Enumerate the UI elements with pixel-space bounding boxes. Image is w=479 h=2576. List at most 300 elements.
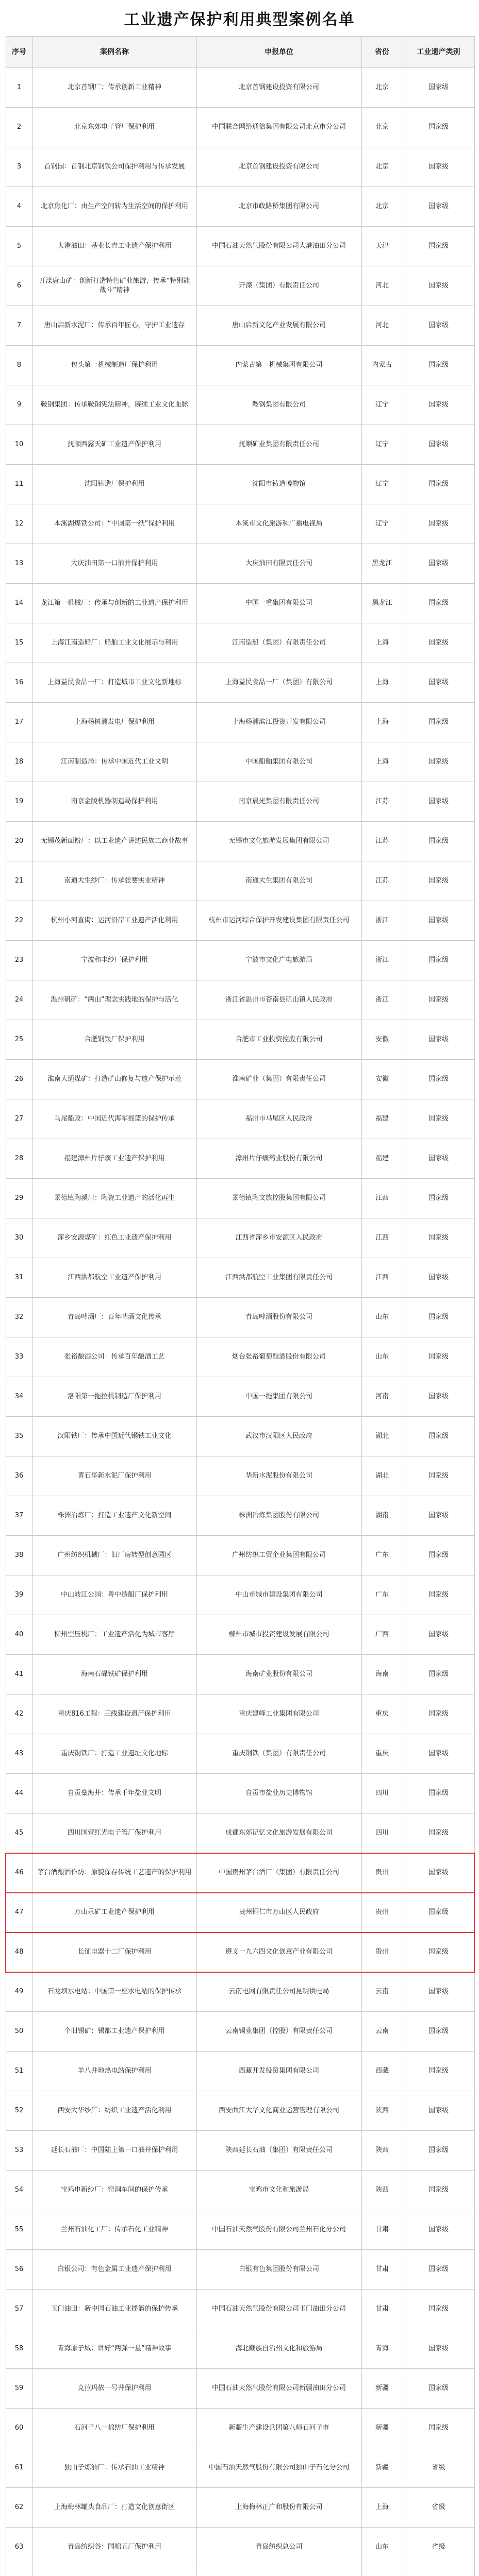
- table-row: [6, 2091, 474, 2131]
- cell-heritage-type: 国家级: [403, 584, 474, 623]
- cell-province: 江苏: [361, 782, 403, 822]
- cell-case-name: 江南制造局：传承中国近代工业文明: [32, 742, 196, 782]
- cell-unit: 贵州铜仁市万山区人民政府: [196, 1893, 361, 1933]
- cell-heritage-type: 国家级: [403, 2250, 474, 2290]
- cell-heritage-type: 国家级: [403, 1377, 474, 1417]
- table-row: [6, 147, 474, 187]
- cell-heritage-type: 国家级: [403, 2329, 474, 2369]
- cell-unit: 漳州片仔癀药业股份有限公司: [196, 1139, 361, 1179]
- cell-case-name: 黄石华新水泥厂保护利用: [32, 1456, 196, 1496]
- cell-province: 江西: [361, 1218, 403, 1258]
- table-row: [6, 782, 474, 822]
- cell-heritage-type: 国家级: [403, 1933, 474, 1972]
- cell-case-name: 株洲冶炼厂：打造工业遗产文化新空间: [32, 1496, 196, 1536]
- cell-province: 北京: [361, 68, 403, 108]
- cell-case-name: 长征电器十二厂保护利用: [32, 1933, 196, 1972]
- table-row: [6, 1972, 474, 2012]
- cell-index: 55: [6, 2210, 32, 2250]
- table-row: [6, 465, 474, 504]
- table-row: [6, 504, 474, 544]
- cell-case-name: 无锡茂新面粉厂：以工业遗产讲述民族工商业故事: [32, 822, 196, 861]
- cell-case-name: 克拉玛依一号井保护利用: [32, 2369, 196, 2409]
- cell-heritage-type: 国家级: [403, 425, 474, 465]
- cell-province: 新疆: [361, 2409, 403, 2448]
- table-row: [6, 2052, 474, 2091]
- cell-unit: 内蒙古第一机械集团有限公司: [196, 346, 361, 385]
- cell-province: 河南: [361, 1377, 403, 1417]
- table-row: [6, 742, 474, 782]
- cell-heritage-type: 国家级: [403, 1536, 474, 1575]
- cell-province: 黑龙江: [361, 544, 403, 584]
- cell-case-name: 上海杨树浦发电厂保护利用: [32, 703, 196, 742]
- cell-unit: 上海梅林正广和股份有限公司: [196, 2488, 361, 2528]
- cell-case-name: 海南石碌铁矿保护利用: [32, 1655, 196, 1694]
- cell-province: 山东: [361, 1298, 403, 1337]
- cell-case-name: 石龙坝水电站：中国第一座水电站的保护传承: [32, 1972, 196, 2012]
- cell-unit: 海南矿业股份有限公司: [196, 1655, 361, 1694]
- cell-heritage-type: 国家级: [403, 1456, 474, 1496]
- cell-unit: 开滦（集团）有限责任公司: [196, 266, 361, 306]
- cell-unit: 合肥市工业投资控股有限公司: [196, 1020, 361, 1060]
- cell-unit: 中国石油天然气股份有限公司兰州石化分公司: [196, 2210, 361, 2250]
- cell-province: 浙江: [361, 901, 403, 941]
- table-row: [6, 1060, 474, 1099]
- cell-case-name: 北京焦化厂：由生产空间转为生活空间的保护利用: [32, 187, 196, 227]
- cell-unit: 宝鸡市文化和旅游局: [196, 2171, 361, 2210]
- table-row: [6, 584, 474, 623]
- cell-index: 45: [6, 1814, 32, 1853]
- cell-case-name: 马尾船政：中国近代海军摇篮的保护传承: [32, 1099, 196, 1139]
- cell-province: 海南: [361, 1655, 403, 1694]
- table-row: [6, 2369, 474, 2409]
- table-row: [6, 1655, 474, 1694]
- table-row: [6, 2329, 474, 2369]
- cell-unit: 北京市政路桥集团有限公司: [196, 187, 361, 227]
- cell-case-name: 中山岐江公园：粤中造船厂保护利用: [32, 1575, 196, 1615]
- cell-unit: 无锡市文化旅游发展集团有限公司: [196, 822, 361, 861]
- cell-province: 北京: [361, 108, 403, 147]
- cell-province: 辽宁: [361, 465, 403, 504]
- cell-heritage-type: 国家级: [403, 306, 474, 346]
- cell-case-name: 西安大华纱厂：纺织工业遗产活化利用: [32, 2091, 196, 2131]
- cell-heritage-type: 国家级: [403, 544, 474, 584]
- cell-index: 30: [6, 1218, 32, 1258]
- cell-heritage-type: 国家级: [403, 1893, 474, 1933]
- cell-case-name: 北京东郊电子管厂保护利用: [32, 108, 196, 147]
- cell-heritage-type: 国家级: [403, 504, 474, 544]
- cell-case-name: 汉阳铁厂：传承中国近代钢铁工业文化: [32, 1417, 196, 1456]
- cell-index: 47: [6, 1893, 32, 1933]
- cell-case-name: 景德镇陶溪川：陶瓷工业遗产的活化再生: [32, 1179, 196, 1218]
- table-row: [6, 346, 474, 385]
- cell-province: 安徽: [361, 1060, 403, 1099]
- cell-province: 福建: [361, 1099, 403, 1139]
- header-index: 序号: [6, 37, 32, 68]
- cell-province: 河北: [361, 266, 403, 306]
- cell-index: 1: [6, 68, 32, 108]
- table-row: [6, 2210, 474, 2250]
- cell-case-name: 温州矾矿：“两山”理念实践地的保护与活化: [32, 980, 196, 1020]
- cell-case-name: 茅台酒酿酒作坊：原貌保存传统工艺遗产的保护利用: [32, 1853, 196, 1893]
- cell-heritage-type: 国家级: [403, 822, 474, 861]
- table-row: [6, 901, 474, 941]
- cell-heritage-type: 国家级: [403, 1179, 474, 1218]
- cell-heritage-type: 国家级: [403, 782, 474, 822]
- cell-index: 28: [6, 1139, 32, 1179]
- cell-heritage-type: 国家级: [403, 861, 474, 901]
- cell-index: 40: [6, 1615, 32, 1655]
- cell-province: 上海: [361, 2488, 403, 2528]
- cell-unit: 中国船舶集团有限公司: [196, 742, 361, 782]
- cell-heritage-type: 国家级: [403, 2369, 474, 2409]
- cell-case-name: 延长石油厂：中国陆上第一口油井保护利用: [32, 2131, 196, 2171]
- table-row: [6, 941, 474, 980]
- cell-unit: 鞍钢集团有限公司: [196, 385, 361, 425]
- cell-case-name: 鞍钢集团：传承鞍钢宪法精神，赓续工业文化血脉: [32, 385, 196, 425]
- cell-province: 上海: [361, 663, 403, 703]
- cell-case-name: 杭州小河直街：运河沿岸工业遗产活化利用: [32, 901, 196, 941]
- cell-province: 上海: [361, 742, 403, 782]
- cell-province: 新疆: [361, 2369, 403, 2409]
- cell-unit: 重庆钢铁（集团）有限责任公司: [196, 1734, 361, 1774]
- cell-heritage-type: 国家级: [403, 1099, 474, 1139]
- cell-unit: 海北藏族自治州文化和旅游局: [196, 2329, 361, 2369]
- cell-province: 甘肃: [361, 2210, 403, 2250]
- cell-province: 江西: [361, 1258, 403, 1298]
- cell-heritage-type: 国家级: [403, 1020, 474, 1060]
- cell-heritage-type: [403, 2567, 474, 2576]
- cell-index: 15: [6, 623, 32, 663]
- cell-province: 青海: [361, 2329, 403, 2369]
- cell-unit: 浙江省温州市苍南县矾山镇人民政府: [196, 980, 361, 1020]
- cell-heritage-type: 国家级: [403, 2131, 474, 2171]
- table-row: [6, 822, 474, 861]
- table-row: [6, 2409, 474, 2448]
- cell-unit: 中国一拖集团有限公司: [196, 1377, 361, 1417]
- cell-unit: 成都东郊记忆文化旅游发展有限公司: [196, 1814, 361, 1853]
- cell-unit: 武汉市汉阳区人民政府: [196, 1417, 361, 1456]
- cell-province: 重庆: [361, 1734, 403, 1774]
- cell-index: 41: [6, 1655, 32, 1694]
- cell-province: 辽宁: [361, 385, 403, 425]
- cell-province: 西藏: [361, 2052, 403, 2091]
- cell-unit: 中山市城市建设集团有限公司: [196, 1575, 361, 1615]
- table-row: [6, 1774, 474, 1814]
- document-title: 工业遗产保护利用典型案例名单: [124, 11, 355, 29]
- cell-index: 56: [6, 2250, 32, 2290]
- table-row: [6, 1258, 474, 1298]
- cell-case-name: 四川国营红光电子管厂保护利用: [32, 1814, 196, 1853]
- cell-province: 四川: [361, 1814, 403, 1853]
- cell-province: 北京: [361, 187, 403, 227]
- table-row: [6, 1575, 474, 1615]
- cell-index: 51: [6, 2052, 32, 2091]
- cell-province: 山东: [361, 1337, 403, 1377]
- cell-heritage-type: 国家级: [403, 1615, 474, 1655]
- cell-heritage-type: 国家级: [403, 1814, 474, 1853]
- cell-index: 44: [6, 1774, 32, 1814]
- table-row: [6, 306, 474, 346]
- cell-province: 天津: [361, 227, 403, 266]
- cell-unit: 中国贵州茅台酒厂（集团）有限责任公司: [196, 1853, 361, 1893]
- cell-province: 湖南: [361, 1496, 403, 1536]
- cell-heritage-type: 国家级: [403, 385, 474, 425]
- cell-unit: 中国一重集团有限公司: [196, 584, 361, 623]
- cell-case-name: 萍乡安源煤矿：红色工业遗产保护利用: [32, 1218, 196, 1258]
- cell-unit: 烟台张裕葡萄酿酒股份有限公司: [196, 1337, 361, 1377]
- cell-unit: 北京首钢建设投资有限公司: [196, 147, 361, 187]
- cell-province: 浙江: [361, 980, 403, 1020]
- cell-index: 4: [6, 187, 32, 227]
- cell-case-name: 上海江南造船厂：船舶工业文化展示与利用: [32, 623, 196, 663]
- cell-case-name: 包头第一机械制造厂保护利用: [32, 346, 196, 385]
- cell-unit: 中国石油天然气股份有限公司玉门油田分公司: [196, 2290, 361, 2329]
- cell-unit: 大庆油田有限责任公司: [196, 544, 361, 584]
- cell-unit: 本溪市文化旅游和广播电视局: [196, 504, 361, 544]
- cell-unit: 中国石油天然气股份有限公司新疆油田分公司: [196, 2369, 361, 2409]
- cell-case-name: 个旧锡矿：锡都工业遗产保护利用: [32, 2012, 196, 2052]
- table-row: [6, 2290, 474, 2329]
- table-row: [6, 861, 474, 901]
- cell-unit: 沈阳市铸造博物馆: [196, 465, 361, 504]
- cell-case-name: 开滦唐山矿：创新打造特色矿业旅游，传承“特别能战斗”精神: [32, 266, 196, 306]
- cell-heritage-type: 国家级: [403, 1258, 474, 1298]
- cell-index: 34: [6, 1377, 32, 1417]
- cell-index: 57: [6, 2290, 32, 2329]
- cell-province: 贵州: [361, 1933, 403, 1972]
- cell-index: 8: [6, 346, 32, 385]
- cell-index: 18: [6, 742, 32, 782]
- cell-index: 35: [6, 1417, 32, 1456]
- cell-case-name: 重庆816工程：三线建设遗产保护利用: [32, 1694, 196, 1734]
- cell-index: 37: [6, 1496, 32, 1536]
- cell-index: 59: [6, 2369, 32, 2409]
- cell-index: 19: [6, 782, 32, 822]
- cell-unit: 唐山启新文化产业发展有限公司: [196, 306, 361, 346]
- cell-unit: 新疆生产建设兵团第八师石河子市: [196, 2409, 361, 2448]
- cell-province: 湖北: [361, 1456, 403, 1496]
- cell-unit: 福州市马尾区人民政府: [196, 1099, 361, 1139]
- table-row: [6, 1814, 474, 1853]
- table-header-row: [6, 37, 474, 68]
- table-row: [6, 2488, 474, 2528]
- cell-province: 山东: [361, 2528, 403, 2567]
- cell-case-name: 上海梅林罐头食品厂：打造文化创意街区: [32, 2488, 196, 2528]
- table-row: [6, 2528, 474, 2567]
- cell-unit: 陕西延长石油（集团）有限责任公司: [196, 2131, 361, 2171]
- cell-province: 北京: [361, 147, 403, 187]
- cell-case-name: 大港油田：基业长青工业遗产保护利用: [32, 227, 196, 266]
- cell-province: 江苏: [361, 861, 403, 901]
- cell-unit: 西安曲江大华文化商业运营管理有限公司: [196, 2091, 361, 2131]
- cell-heritage-type: 国家级: [403, 2210, 474, 2250]
- cell-unit: 中国联合网络通信集团有限公司北京市分公司: [196, 108, 361, 147]
- cell-index: 17: [6, 703, 32, 742]
- cell-heritage-type: 国家级: [403, 2012, 474, 2052]
- cell-heritage-type: 国家级: [403, 147, 474, 187]
- cell-case-name: 南京金陵机器制造局保护利用: [32, 782, 196, 822]
- cell-unit: 云南电网有限责任公司昆明供电局: [196, 1972, 361, 2012]
- cell-province: 云南: [361, 2012, 403, 2052]
- cell-heritage-type: 国家级: [403, 2052, 474, 2091]
- cell-unit: 遵义一九六四文化创意产业有限公司: [196, 1933, 361, 1972]
- cell-heritage-type: 国家级: [403, 1139, 474, 1179]
- table-row: [6, 544, 474, 584]
- table-row: [6, 425, 474, 465]
- cell-heritage-type: 国家级: [403, 1575, 474, 1615]
- table-row: [6, 1020, 474, 1060]
- cell-heritage-type: 国家级: [403, 1218, 474, 1258]
- cell-case-name: 唐山启新水泥厂：传承百年匠心，守护工业遗存: [32, 306, 196, 346]
- cell-province: 甘肃: [361, 2290, 403, 2329]
- cell-heritage-type: 国家级: [403, 465, 474, 504]
- cell-province: 福建: [361, 1139, 403, 1179]
- table-row: [6, 663, 474, 703]
- cell-unit: 重庆建峰工业集团有限公司: [196, 1694, 361, 1734]
- cell-province: 贵州: [361, 1853, 403, 1893]
- cell-case-name: 自贡燊海井：传承千年盐业文明: [32, 1774, 196, 1814]
- cell-heritage-type: 国家级: [403, 2290, 474, 2329]
- cell-province: 黑龙江: [361, 584, 403, 623]
- table-row: [6, 1536, 474, 1575]
- cell-unit: 南京晨光集团有限责任公司: [196, 782, 361, 822]
- cell-province: 陕西: [361, 2091, 403, 2131]
- cell-index: 43: [6, 1734, 32, 1774]
- table-row: [6, 1615, 474, 1655]
- cell-province: 安徽: [361, 1020, 403, 1060]
- cell-heritage-type: 国家级: [403, 108, 474, 147]
- cell-unit: 江西省萍乡市安源区人民政府: [196, 1218, 361, 1258]
- cell-unit: 西藏开发投资集团有限公司: [196, 2052, 361, 2091]
- cell-unit: 中国石油天然气股份有限公司独山子石化分公司: [196, 2448, 361, 2488]
- cell-index: 12: [6, 504, 32, 544]
- cell-heritage-type: 国家级: [403, 346, 474, 385]
- cell-case-name: 淮南大通煤矿：打造矿山修复与遗产保护示范: [32, 1060, 196, 1099]
- cell-index: 20: [6, 822, 32, 861]
- table-row: [6, 1933, 474, 1972]
- cell-unit: [196, 2567, 361, 2576]
- cell-unit: 青岛啤酒股份有限公司: [196, 1298, 361, 1337]
- cell-case-name: 北京首钢厂：传承创新工业精神: [32, 68, 196, 108]
- cell-unit: 上海益民食品一厂（集团）有限公司: [196, 663, 361, 703]
- cell-index: 63: [6, 2528, 32, 2567]
- cell-province: 内蒙古: [361, 346, 403, 385]
- header-case-name: 案例名称: [32, 37, 196, 68]
- cell-heritage-type: 国家级: [403, 1774, 474, 1814]
- table-row: [6, 2012, 474, 2052]
- cell-heritage-type: 国家级: [403, 187, 474, 227]
- cell-unit: 北京首钢建设投资有限公司: [196, 68, 361, 108]
- cell-province: 广东: [361, 1536, 403, 1575]
- cell-index: 21: [6, 861, 32, 901]
- cell-index: 23: [6, 941, 32, 980]
- cell-heritage-type: 省级: [403, 2448, 474, 2488]
- cell-case-name: 石河子八一棉纺厂保护利用: [32, 2409, 196, 2448]
- cell-heritage-type: 国家级: [403, 663, 474, 703]
- cell-case-name: 青岛啤酒厂：百年啤酒文化传承: [32, 1298, 196, 1337]
- cell-province: 河北: [361, 306, 403, 346]
- cell-province: 上海: [361, 703, 403, 742]
- table-row: [6, 385, 474, 425]
- cell-case-name: 张裕酿酒公司：传承百年酿酒工艺: [32, 1337, 196, 1377]
- cell-case-name: 柳州空压机厂：工业遗产活化为城市客厅: [32, 1615, 196, 1655]
- cell-unit: 自贡市盐业历史博物馆: [196, 1774, 361, 1814]
- cell-case-name: 福建漳州片仔癀工业遗产保护利用: [32, 1139, 196, 1179]
- cell-index: 16: [6, 663, 32, 703]
- cell-province: 新疆: [361, 2448, 403, 2488]
- cell-index: 60: [6, 2409, 32, 2448]
- cell-case-name: 龙江第一机械厂：传承与创新的工业遗产保护利用: [32, 584, 196, 623]
- cell-unit: 广州纺织工贸企业集团有限公司: [196, 1536, 361, 1575]
- cell-unit: 景德镇陶文旅控股集团有限公司: [196, 1179, 361, 1218]
- cell-heritage-type: 国家级: [403, 2091, 474, 2131]
- cell-heritage-type: 国家级: [403, 1734, 474, 1774]
- cell-index: 24: [6, 980, 32, 1020]
- table-row: [6, 623, 474, 663]
- table-row: [6, 2250, 474, 2290]
- cell-index: 2: [6, 108, 32, 147]
- cell-index: 58: [6, 2329, 32, 2369]
- cell-heritage-type: 国家级: [403, 1417, 474, 1456]
- cell-heritage-type: 省级: [403, 2528, 474, 2567]
- cell-index: 29: [6, 1179, 32, 1218]
- cell-case-name: 青岛纺织谷：国棉五厂保护利用: [32, 2528, 196, 2567]
- table-row: [6, 1456, 474, 1496]
- cell-case-name: 南通大生纱厂：传承张謇实业精神: [32, 861, 196, 901]
- cell-heritage-type: 国家级: [403, 1298, 474, 1337]
- cell-index: 9: [6, 385, 32, 425]
- cell-case-name: 沈阳铸造厂保护利用: [32, 465, 196, 504]
- cell-unit: 上海杨浦滨江投资开发有限公司: [196, 703, 361, 742]
- cell-case-name: 上海益民食品一厂：打造城市工业文化新地标: [32, 663, 196, 703]
- cell-province: 江苏: [361, 822, 403, 861]
- cell-case-name: [32, 2567, 196, 2576]
- table-row: [6, 187, 474, 227]
- cell-index: 3: [6, 147, 32, 187]
- cell-index: 7: [6, 306, 32, 346]
- cell-heritage-type: 国家级: [403, 703, 474, 742]
- cell-heritage-type: 国家级: [403, 623, 474, 663]
- table-row: [6, 2171, 474, 2210]
- table-row: [6, 1734, 474, 1774]
- cell-heritage-type: 国家级: [403, 1496, 474, 1536]
- cell-unit: 抚顺矿业集团有限责任公司: [196, 425, 361, 465]
- cell-heritage-type: 国家级: [403, 1655, 474, 1694]
- cell-case-name: 白银公司：有色金属工业遗产保护利用: [32, 2250, 196, 2290]
- cell-index: 25: [6, 1020, 32, 1060]
- table-row: [6, 266, 474, 306]
- table-row: [6, 1298, 474, 1337]
- cell-index: 42: [6, 1694, 32, 1734]
- cell-heritage-type: 国家级: [403, 2171, 474, 2210]
- cell-case-name: 青海原子城：讲好“两弹一星”精神故事: [32, 2329, 196, 2369]
- cell-index: 52: [6, 2091, 32, 2131]
- cell-heritage-type: 国家级: [403, 2409, 474, 2448]
- cell-index: 27: [6, 1099, 32, 1139]
- cell-case-name: 万山汞矿工业遗产保护利用: [32, 1893, 196, 1933]
- cell-province: 江西: [361, 1179, 403, 1218]
- cell-province: 云南: [361, 1972, 403, 2012]
- cell-index: 61: [6, 2448, 32, 2488]
- cell-index: 13: [6, 544, 32, 584]
- cell-index: 6: [6, 266, 32, 306]
- table-row: [6, 2131, 474, 2171]
- table-row: [6, 2448, 474, 2488]
- cell-heritage-type: 国家级: [403, 227, 474, 266]
- cell-index: 50: [6, 2012, 32, 2052]
- cell-unit: 杭州市运河综合保护开发建设集团有限责任公司: [196, 901, 361, 941]
- cell-index: 5: [6, 227, 32, 266]
